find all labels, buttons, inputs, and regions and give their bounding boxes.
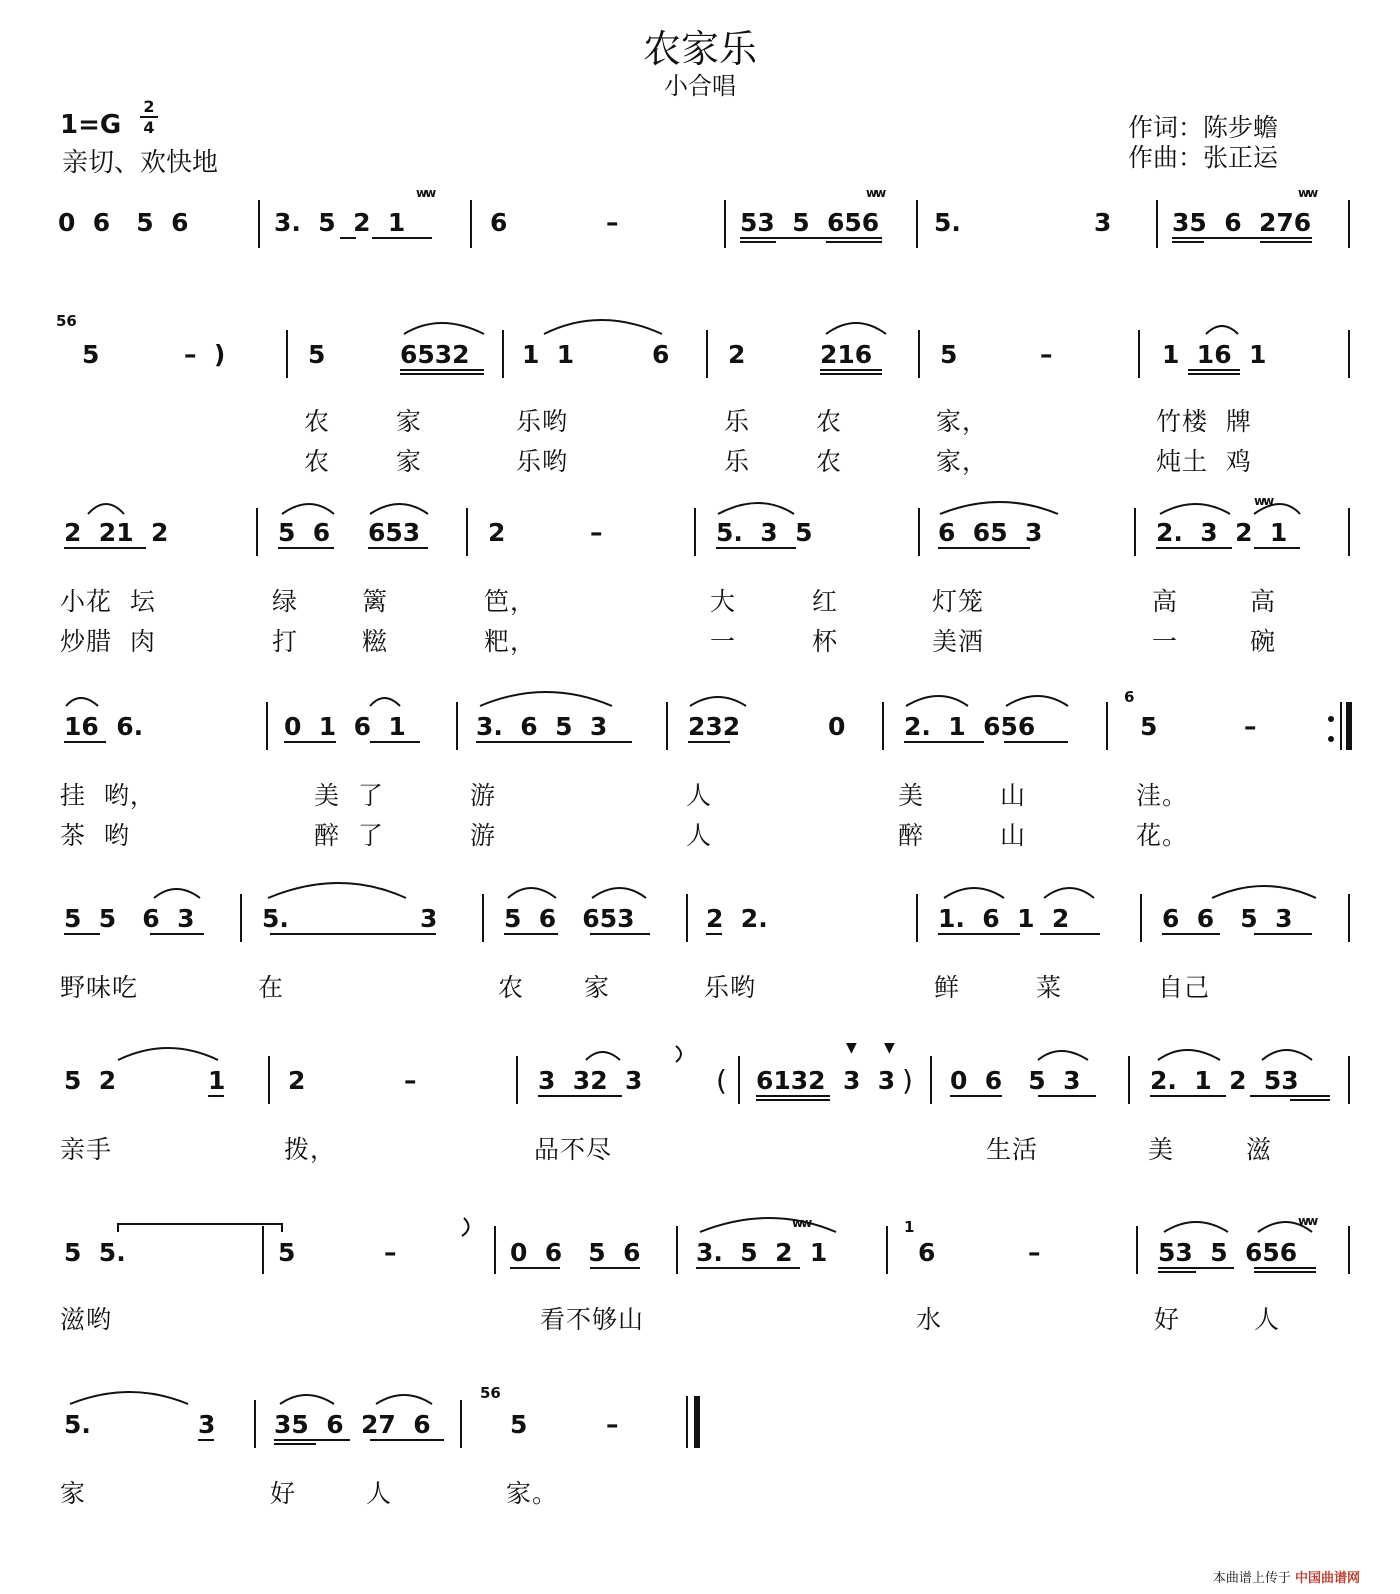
note-group: 5. [934, 208, 961, 237]
lyric: 家 [396, 447, 423, 476]
lyric: 醉 [898, 821, 925, 850]
note-group: 3. 5 2 1 [274, 208, 406, 237]
note-group: 1 [208, 1066, 226, 1095]
footer-text: 本曲谱上传于 [1212, 1571, 1291, 1586]
note-group: 0 6 5 6 [510, 1238, 641, 1267]
note-group: 3 [420, 904, 438, 933]
note-group: 5. [262, 904, 289, 933]
note-dash: – [1028, 1238, 1041, 1267]
note-group: 6 65 3 [938, 518, 1043, 547]
note-group: 3. 6 5 3 [476, 712, 608, 741]
lyric: 家 [60, 1479, 87, 1508]
lyric: 大 [710, 587, 737, 616]
note-group: 6532 [400, 340, 470, 369]
lyric: 滋 [1246, 1135, 1273, 1164]
lyric: 茶 哟 [60, 821, 130, 850]
note-dash: – [590, 518, 603, 547]
note-group: 5. 3 5 [716, 518, 813, 547]
note-group: 216 [820, 340, 873, 369]
lyric: 好 [270, 1479, 297, 1508]
note-dash: – [606, 208, 619, 237]
note-group: 5 [278, 1238, 296, 1267]
lyric: 人 [1254, 1305, 1281, 1334]
lyric: 野味吃 [60, 973, 139, 1002]
mordent-icon: ww [416, 186, 435, 200]
note-group: 1 16 1 [1162, 340, 1267, 369]
accent-icon: ▼ [846, 1040, 857, 1056]
mordent-icon: ww [1298, 1214, 1317, 1228]
note-group: 2 [728, 340, 746, 369]
note-group: – ) [184, 340, 226, 369]
mordent-icon: ww [792, 1216, 811, 1230]
lyric: 打 [272, 627, 299, 656]
note-group: 16 6. [64, 712, 144, 741]
note-group: 5. [64, 1410, 91, 1439]
note-dash: – [384, 1238, 397, 1267]
note-group: 2 [488, 518, 506, 547]
note-group: 2. 1 2 53 [1150, 1066, 1299, 1095]
lyric: 人 [686, 781, 713, 810]
note-group: 6 [652, 340, 670, 369]
note-group: 3. 5 2 1 [696, 1238, 828, 1267]
key-signature: 1=G [60, 110, 122, 140]
lyric: 红 [812, 587, 839, 616]
lyric: 游 [470, 821, 497, 850]
accent-icon: ▼ [884, 1040, 895, 1056]
lyric: 看不够山 [540, 1305, 645, 1334]
lyric: 炒腊 肉 [60, 627, 156, 656]
lyric: 好 [1154, 1305, 1181, 1334]
note-group: 653 [368, 518, 421, 547]
lyric: 农 [304, 447, 331, 476]
lyric: 杯 [812, 627, 839, 656]
lyric: 家， [936, 407, 989, 436]
note-group: 232 [688, 712, 741, 741]
lyric: 美 [898, 781, 925, 810]
note-group: 53 5 656 [1158, 1238, 1298, 1267]
note-group: 5 6 [278, 518, 331, 547]
lyric: 花。 [1136, 821, 1189, 850]
note-group: 0 [828, 712, 846, 741]
paren-open: ( [716, 1064, 727, 1097]
lyric: 在 [258, 973, 285, 1002]
paren-close: ) [902, 1064, 913, 1097]
grace-note: 1 [904, 1218, 915, 1236]
lyric: 乐 [724, 447, 751, 476]
note-group: 35 6 276 [1172, 208, 1312, 237]
grace-note: 56 [480, 1384, 501, 1402]
lyric: 高 [1250, 587, 1277, 616]
lyric: 糍 [362, 627, 389, 656]
note-group: 6 [490, 208, 508, 237]
lyric: 竹楼 牌 [1156, 407, 1252, 436]
note-group: 3 32 3 [538, 1066, 643, 1095]
mordent-icon: ww [866, 186, 885, 200]
lyric: 乐哟 [704, 973, 757, 1002]
site-logo: 中国曲谱网 [1294, 1571, 1360, 1586]
note-group: 2 2. [706, 904, 768, 933]
note-group: 5 5. [64, 1238, 126, 1267]
lyric: 高 [1152, 587, 1179, 616]
lyric: 人 [366, 1479, 393, 1508]
note-group: 5 5 6 3 [64, 904, 195, 933]
note-group: 5 [308, 340, 326, 369]
mordent-icon: ww [1254, 494, 1273, 508]
mordent-icon: ww [1298, 186, 1317, 200]
tempo-marking: 亲切、欢快地 [62, 148, 219, 178]
lyric: 鲜 [934, 973, 961, 1002]
lyric: 醉 了 [314, 821, 384, 850]
lyricist-credit: 作词：陈步蟾 [1128, 113, 1279, 142]
lyric: 粑， [484, 627, 537, 656]
note-group: 5 [1140, 712, 1158, 741]
lyric: 美 了 [314, 781, 384, 810]
note-dash: – [1040, 340, 1053, 369]
note-group: 5 [940, 340, 958, 369]
lyric: 农 [304, 407, 331, 436]
note-group: 2 [288, 1066, 306, 1095]
note-dash: – [1244, 712, 1257, 741]
lyric: 家。 [506, 1479, 559, 1508]
note-group: 2. 1 656 [904, 712, 1036, 741]
note-group: 2 21 2 [64, 518, 169, 547]
lyric: 游 [470, 781, 497, 810]
note-dash: – [606, 1410, 619, 1439]
lyric: 乐 [724, 407, 751, 436]
lyric: 灯笼 [932, 587, 985, 616]
lyric: 小花 坛 [60, 587, 156, 616]
note-group: 5 [82, 340, 100, 369]
lyric: 水 [916, 1305, 943, 1334]
note-group: 0 6 5 6 [58, 208, 189, 237]
note-group: 1. 6 1 2 [938, 904, 1070, 933]
lyric: 亲手 [60, 1135, 113, 1164]
lyric: 笆， [484, 587, 537, 616]
lyric: 炖土 鸡 [1156, 447, 1252, 476]
lyric: 美酒 [932, 627, 985, 656]
note-dash: – [404, 1066, 417, 1095]
note-group: 1 1 [522, 340, 575, 369]
note-group: 5 2 [64, 1066, 117, 1095]
lyric: 一 [1152, 627, 1179, 656]
time-signature-bottom: 4 [143, 118, 155, 137]
lyric: 美 [1148, 1135, 1175, 1164]
note-group: 0 6 5 3 [950, 1066, 1081, 1095]
lyric: 洼。 [1136, 781, 1189, 810]
lyric: 人 [686, 821, 713, 850]
note-group: 6132 3 3 [756, 1066, 896, 1095]
lyric: 乐哟 [516, 407, 569, 436]
lyric: 农 [498, 973, 525, 1002]
grace-note: 6 [1124, 688, 1135, 706]
note-group: 0 1 6 1 [284, 712, 406, 741]
lyric: 家 [396, 407, 423, 436]
note-group: 5 6 653 [504, 904, 635, 933]
page-title: 农家乐 [642, 27, 757, 71]
lyric: 山 [1000, 781, 1027, 810]
lyric: 品不尽 [534, 1135, 613, 1164]
lyric: 一 [710, 627, 737, 656]
lyric: 山 [1000, 821, 1027, 850]
lyric: 乐哟 [516, 447, 569, 476]
lyric: 拨， [284, 1135, 337, 1164]
note-group: 2. 3 2 1 [1156, 518, 1288, 547]
lyric: 家 [584, 973, 611, 1002]
note-group: 3 [1094, 208, 1112, 237]
lyric: 菜 [1036, 973, 1063, 1002]
grace-note: 56 [56, 312, 77, 330]
note-group: 6 [918, 1238, 936, 1267]
time-signature-top: 2 [143, 97, 155, 116]
lyric: 自己 [1158, 973, 1211, 1002]
lyric: 滋哟 [60, 1305, 113, 1334]
note-group: 53 5 656 [740, 208, 880, 237]
page-subtitle: 小合唱 [664, 72, 736, 100]
footer-watermark [1213, 1567, 1360, 1586]
lyric: 生活 [986, 1135, 1039, 1164]
note-group: 3 [198, 1410, 216, 1439]
note-group: 6 6 5 3 [1162, 904, 1293, 933]
lyric: 农 [816, 447, 843, 476]
composer-credit: 作曲：张正运 [1128, 143, 1279, 172]
lyric: 家， [936, 447, 989, 476]
lyric: 农 [816, 407, 843, 436]
lyric: 挂 哟， [60, 781, 156, 810]
note-group: 35 6 27 6 [274, 1410, 431, 1439]
lyric: 碗 [1250, 627, 1277, 656]
lyric: 绿 [272, 587, 299, 616]
lyric: 篱 [362, 587, 389, 616]
note-group: 5 [510, 1410, 528, 1439]
